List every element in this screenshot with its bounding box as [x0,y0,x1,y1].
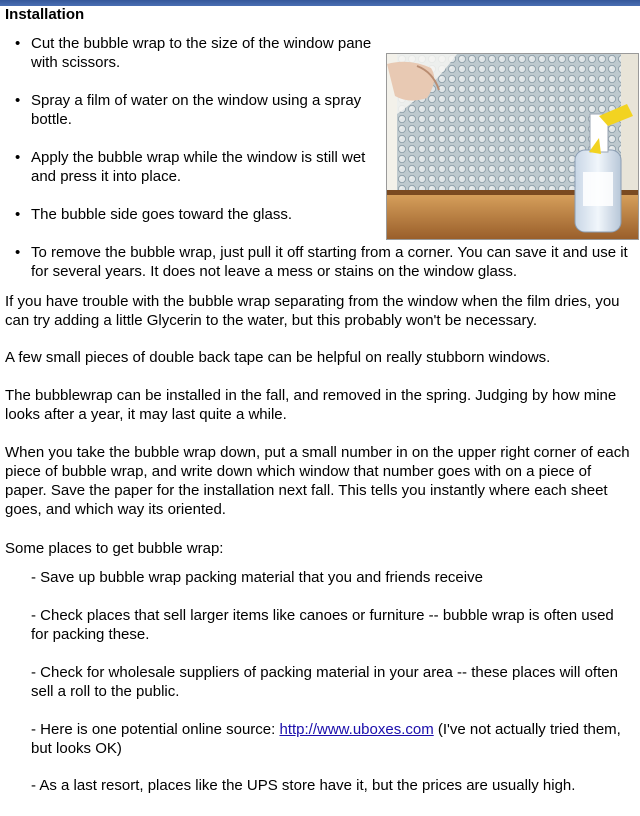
bullet-icon: • [15,206,21,223]
list-item: • Spray a film of water on the window using a spray bottle. [15,92,362,128]
bullet-icon: • [15,35,21,52]
paragraph-glycerin: If you have trouble with the bubble wrap separating from the window when the film dries, you can try adding a little Glycerin to the water, but this probably won't be necessary. [5,293,620,329]
bullet-icon: • [15,149,21,166]
list-item: • To remove the bubble wrap, just pull it off starting from a corner. You can save it and use it for several years. It does not leave a mess or stains on the window glass. [15,244,628,280]
uboxes-link[interactable]: http://www.uboxes.com [279,721,434,738]
paragraph-sources-intro: Some places to get bubble wrap: [5,540,224,557]
source-item: - As a last resort, places like the UPS store have it, but the prices are usually high. [31,777,576,794]
photo-illustration [387,54,638,239]
list-item: • Apply the bubble wrap while the window is still wet and press it into place. [15,149,366,185]
paragraph-tape: A few small pieces of double back tape can be helpful on really stubborn windows. [5,349,551,366]
list-item: • Cut the bubble wrap to the size of the window pane with scissors. [15,35,372,71]
bubble-wrap-window-photo [386,53,639,240]
paragraph-numbering: When you take the bubble wrap down, put a small number in on the upper right corner of each piece of bubble wrap, and write down which window that number goes with on a piece of paper. Save the paper for the installation next fall. This tells you instantly where each sheet goes, and which way its oriented. [5,444,630,518]
bullet-icon: • [15,92,21,109]
source-item: - Save up bubble wrap packing material that you and friends receive [31,569,483,586]
section-heading: Installation [5,6,85,23]
list-item: • The bubble side goes toward the glass. [15,206,292,223]
source-item: - Check places that sell larger items like canoes or furniture -- bubble wrap is often used for packing these. [31,607,614,643]
top-bar [0,0,640,6]
source-item: - Check for wholesale suppliers of packing material in your area -- these places will often sell a roll to the public. [31,664,618,700]
paragraph-seasons: The bubblewrap can be installed in the fall, and removed in the spring. Judging by how mine looks after a year, it may last quite a while. [5,387,617,423]
bullet-icon: • [15,244,21,261]
source-item-online: - Here is one potential online source: http://www.uboxes.com (I've not actually tried them, but looks OK) [31,721,621,757]
